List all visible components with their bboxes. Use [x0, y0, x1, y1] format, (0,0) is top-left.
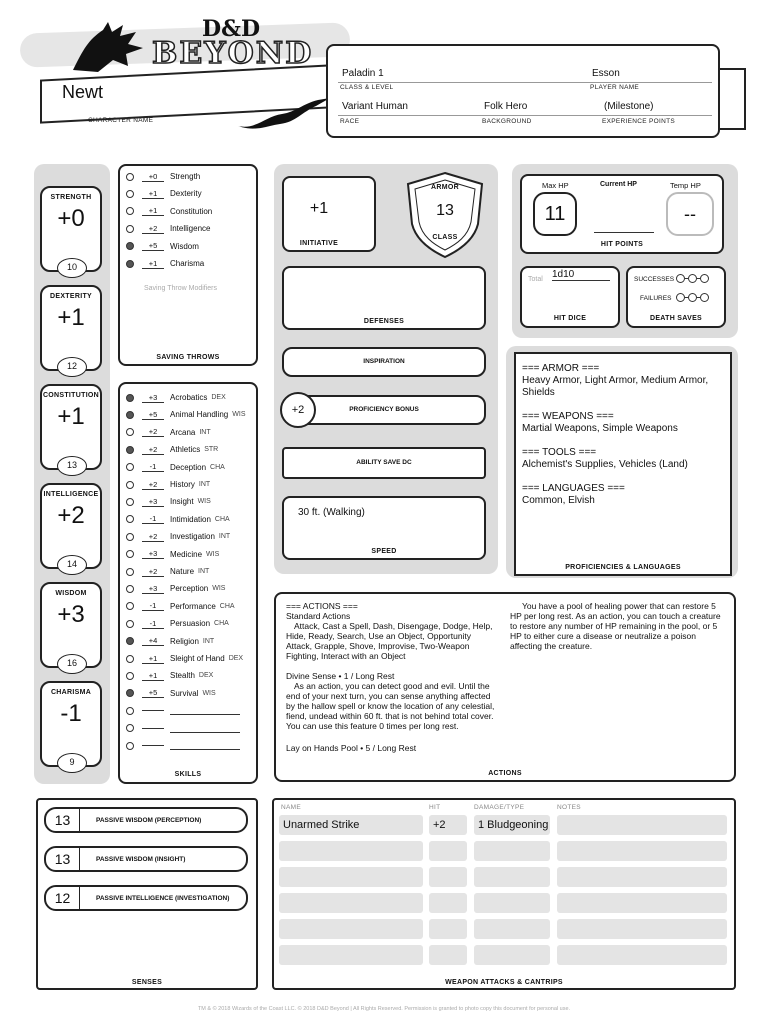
weapon-hit-cell[interactable]: [429, 867, 467, 887]
skill-stat: INT: [198, 481, 211, 488]
proficiency-checkbox[interactable]: [126, 585, 134, 593]
ability-score[interactable]: 13: [57, 456, 87, 476]
saving-throw-value: +2: [142, 224, 164, 234]
proficiency-checkbox[interactable]: [126, 190, 134, 198]
class-label: CLASS: [432, 234, 458, 241]
skill-persuasion[interactable]: [126, 615, 229, 632]
skill-value: +2: [142, 480, 164, 490]
success-check-3[interactable]: [700, 274, 709, 283]
ability-name: INTELLIGENCE: [43, 491, 99, 498]
skill-value: +2: [142, 445, 164, 455]
ability-modifier[interactable]: +0: [57, 205, 85, 232]
weapon-notes-cell[interactable]: [557, 841, 727, 861]
skill-value: +5: [142, 688, 164, 698]
tools-heading: === TOOLS ===: [522, 447, 597, 458]
saving-throw-name: Charisma: [170, 259, 205, 268]
skill-value: [142, 745, 164, 746]
skill-name-blank[interactable]: [170, 741, 240, 750]
skill-stat: CHA: [214, 515, 230, 523]
skill-value: +1: [142, 654, 164, 664]
weapon-hit-cell[interactable]: +2: [429, 815, 467, 835]
proficiencies-title: PROFICIENCIES & LANGUAGES: [565, 564, 681, 571]
skill-value: -1: [142, 619, 164, 629]
ability-constitution: [40, 384, 102, 470]
dragon-icon: [68, 20, 148, 78]
weapon-hit-cell[interactable]: [429, 919, 467, 939]
hit-points-title: HIT POINTS: [600, 241, 644, 248]
proficiency-bonus-value: +2: [291, 404, 305, 416]
proficiency-checkbox[interactable]: [126, 225, 134, 233]
initiative-label: INITIATIVE: [299, 240, 339, 247]
skill-stat: CHA: [219, 602, 235, 610]
passive-sense-label: PASSIVE INTELLIGENCE (INVESTIGATION): [96, 894, 230, 902]
saving-throw-modifiers-label: Saving Throw Modifiers: [144, 285, 218, 292]
skill-name: Nature: [170, 567, 195, 576]
skill-blank-18[interactable]: [126, 702, 240, 719]
player-name[interactable]: Esson: [592, 68, 620, 79]
skill-stat: WIS: [202, 689, 216, 697]
skill-name: Survival: [170, 688, 199, 698]
skill-name: Stealth: [170, 671, 195, 681]
passive-sense-value: 12: [46, 887, 80, 909]
ability-score[interactable]: 10: [57, 258, 87, 278]
saving-throw-name: Intelligence: [170, 224, 211, 234]
proficiencies-content: [522, 363, 726, 507]
saving-throw-name: Wisdom: [170, 241, 199, 251]
skill-name: Insight: [170, 497, 194, 507]
skill-religion[interactable]: [126, 633, 214, 650]
death-saves-label: DEATH SAVES: [649, 315, 703, 322]
skill-value: -1: [142, 462, 164, 472]
skill-name: Arcana: [170, 427, 196, 437]
lay-on-hands-text: You have a pool of healing power that can restore 5 HP per long rest. As an action, you can touch a creature to restore any number of HP remaining in the pool, or 5 HP to either cure a disease or neutralize a poison affecting the creature.: [510, 601, 721, 651]
armor-class-value[interactable]: 13: [436, 202, 454, 219]
skill-stat: CHA: [210, 463, 225, 471]
saving-throw-name: Strength: [170, 172, 201, 181]
passive-sense-value: 13: [46, 848, 80, 870]
player-name-label: PLAYER NAME: [590, 84, 640, 91]
skill-athletics[interactable]: [126, 441, 218, 458]
saving-throw-value: +1: [142, 259, 164, 269]
ability-strength: [40, 186, 102, 272]
saving-throw-value: +0: [142, 172, 164, 182]
senses-title: SENSES: [131, 979, 163, 986]
character-name-label: CHARACTER NAME: [88, 117, 154, 124]
skill-value: +5: [142, 410, 164, 420]
proficiency-checkbox[interactable]: [126, 446, 134, 454]
skill-stat: CHA: [214, 620, 229, 628]
weapon-col-damage: DAMAGE/TYPE: [474, 804, 525, 811]
weapon-name-cell[interactable]: Unarmed Strike: [279, 815, 423, 835]
skill-acrobatics[interactable]: [126, 389, 226, 406]
skill-stat: STR: [204, 446, 219, 454]
ability-charisma: [40, 681, 102, 767]
speed-value[interactable]: 30 ft. (Walking): [298, 507, 365, 518]
success-check-1[interactable]: [676, 274, 685, 283]
actions-heading: === ACTIONS ===: [286, 601, 358, 611]
proficiency-checkbox[interactable]: [126, 515, 134, 523]
skill-name: Intimidation: [170, 514, 211, 524]
skill-sleight-of-hand[interactable]: [126, 650, 243, 667]
weapons-title: WEAPON ATTACKS & CANTRIPS: [445, 979, 563, 986]
saving-throw-value: +5: [142, 241, 164, 251]
weapon-col-hit: HIT: [429, 804, 441, 811]
skill-stat: DEX: [198, 672, 214, 680]
inspiration-box[interactable]: [282, 347, 486, 377]
weapon-name-cell[interactable]: [279, 841, 423, 861]
actions-left-column: [286, 601, 498, 753]
skill-value: +2: [142, 567, 164, 577]
skill-history[interactable]: [126, 476, 210, 493]
weapon-notes-cell[interactable]: [557, 945, 727, 965]
skill-insight[interactable]: [126, 493, 211, 510]
race-label: RACE: [340, 118, 360, 125]
weapon-damage-cell[interactable]: 1 Bludgeoning: [474, 815, 550, 835]
proficiency-checkbox[interactable]: [126, 463, 134, 471]
skill-name-blank[interactable]: [170, 724, 240, 733]
skill-nature[interactable]: [126, 563, 209, 580]
initiative-value[interactable]: +1: [309, 200, 329, 217]
ability-modifier[interactable]: +1: [57, 304, 85, 331]
armor-label: ARMOR: [431, 184, 459, 191]
failure-check-1[interactable]: [676, 293, 685, 302]
skill-name: Deception: [170, 462, 207, 472]
saving-throw-intelligence[interactable]: [126, 220, 210, 237]
experience-points[interactable]: (Milestone): [604, 101, 654, 112]
skill-value: +3: [142, 584, 164, 594]
footer-copyright: TM & © 2018 Wizards of the Coast LLC. © 2018 D&D Beyond | All Rights Reserved. Permission is granted to photo copy this document for personal use.: [197, 1006, 571, 1012]
skill-stat: INT: [198, 568, 210, 575]
saving-throw-value: +1: [142, 189, 164, 199]
proficiency-checkbox[interactable]: [126, 260, 134, 268]
proficiency-checkbox[interactable]: [126, 568, 134, 576]
skill-stat: INT: [218, 533, 231, 541]
languages: Common, Elvish: [522, 495, 595, 506]
weapon-col-name: NAME: [281, 804, 301, 811]
header: [0, 0, 768, 150]
character-name[interactable]: Newt: [62, 82, 104, 102]
skill-stat: INT: [199, 428, 211, 436]
ability-name: CHARISMA: [50, 689, 92, 696]
skill-stat: WIS: [212, 585, 226, 593]
weapon-notes-cell[interactable]: [557, 919, 727, 939]
skills-title: SKILLS: [174, 771, 202, 778]
skill-name: Sleight of Hand: [170, 654, 225, 663]
proficiency-checkbox[interactable]: [126, 689, 134, 697]
passive-sense-label: PASSIVE WISDOM (PERCEPTION): [96, 816, 202, 824]
weapon-name-cell[interactable]: [279, 867, 423, 887]
proficiency-checkbox[interactable]: [126, 620, 134, 628]
info-ribbon-right: [716, 68, 746, 130]
actions-title: ACTIONS: [488, 770, 522, 777]
ability-modifier[interactable]: +2: [57, 502, 85, 529]
saving-throw-name: Dexterity: [170, 189, 202, 199]
skill-performance[interactable]: [126, 598, 235, 615]
weapons-heading: === WEAPONS ===: [522, 411, 614, 422]
inspiration-label: INSPIRATION: [363, 358, 405, 365]
class-level-label: CLASS & LEVEL: [340, 84, 394, 91]
skill-stat: WIS: [232, 411, 246, 419]
weapon-name-cell[interactable]: [279, 893, 423, 913]
saving-throw-wisdom[interactable]: [126, 238, 199, 255]
race[interactable]: Variant Human: [342, 101, 408, 112]
skill-value: +4: [142, 636, 164, 646]
proficiency-checkbox[interactable]: [126, 394, 134, 402]
armor-heading: === ARMOR ===: [522, 363, 600, 374]
skill-name: Persuasion: [170, 619, 211, 629]
skill-survival[interactable]: [126, 685, 216, 702]
proficiency-checkbox[interactable]: [126, 481, 134, 489]
ability-score[interactable]: 14: [57, 555, 87, 575]
ability-modifier[interactable]: +1: [57, 403, 85, 430]
skill-value: -1: [142, 601, 164, 611]
current-hp-input[interactable]: [594, 232, 654, 233]
success-check-2[interactable]: [688, 274, 697, 283]
proficiency-bonus-circle: [280, 392, 316, 428]
ability-save-dc-box: [282, 447, 486, 479]
skill-value: +3: [142, 497, 164, 507]
skill-medicine[interactable]: [126, 546, 219, 563]
weapon-damage-cell[interactable]: [474, 945, 550, 965]
hit-dice-total[interactable]: 1d10: [552, 269, 610, 281]
ability-save-dc-label: ABILITY SAVE DC: [356, 459, 412, 466]
background-label: BACKGROUND: [482, 118, 532, 125]
proficiency-checkbox[interactable]: [126, 173, 134, 181]
skill-value: +1: [142, 671, 164, 681]
failures-label: FAILURES: [640, 295, 672, 302]
background[interactable]: Folk Hero: [484, 101, 528, 112]
ability-name: DEXTERITY: [50, 293, 92, 300]
ability-score[interactable]: 9: [57, 753, 87, 773]
info-divider-1: [338, 82, 712, 83]
divine-sense-text: As an action, you can detect good and evil. Until the end of your next turn, you can sense anything affected by the hallow spell or know the location of any celestial, fiend, undead within 60 ft. that is not behind total cover. You can use this feature 0 times per long rest.: [286, 681, 495, 731]
proficiency-checkbox[interactable]: [126, 655, 134, 663]
weapon-name-cell[interactable]: [279, 919, 423, 939]
weapon-proficiencies: Martial Weapons, Simple Weapons: [522, 423, 678, 434]
proficiency-checkbox[interactable]: [126, 533, 134, 541]
skill-intimidation[interactable]: [126, 511, 230, 528]
skill-name: History: [170, 480, 195, 489]
lay-on-hands-title: Lay on Hands Pool • 5 / Long Rest: [286, 743, 417, 753]
death-save-success-checks[interactable]: [676, 274, 709, 283]
weapon-hit-cell[interactable]: [429, 841, 467, 861]
skill-name: Athletics: [170, 445, 201, 455]
max-hp-circle: [533, 192, 577, 236]
passive-sense-value: 13: [46, 809, 80, 831]
skill-value: +2: [142, 532, 164, 542]
proficiency-checkbox[interactable]: [126, 428, 134, 436]
skill-stat: WIS: [206, 550, 220, 558]
weapon-notes-cell[interactable]: [557, 867, 727, 887]
proficiency-bonus-label: PROFICIENCY BONUS: [349, 406, 419, 413]
weapon-name-cell[interactable]: [279, 945, 423, 965]
skill-perception[interactable]: [126, 580, 225, 597]
weapon-damage-cell[interactable]: [474, 841, 550, 861]
skill-name-blank[interactable]: [170, 706, 240, 715]
proficiency-checkbox[interactable]: [126, 207, 134, 215]
info-divider-2: [338, 115, 712, 116]
saving-throw-name: Constitution: [170, 206, 213, 216]
logo-beyond: BEYOND: [152, 36, 314, 71]
skill-stat: DEX: [228, 655, 244, 662]
passive-sense-label: PASSIVE WISDOM (INSIGHT): [96, 855, 186, 863]
current-hp-label: Current HP: [600, 181, 637, 188]
standard-actions-list: Attack, Cast a Spell, Dash, Disengage, Dodge, Help, Hide, Ready, Search, Use an Object, Opportunity Attack, Grapple, Shove, Improvise, Two-Weapon Fighting, Interact with an Object: [286, 621, 493, 661]
weapon-notes-cell[interactable]: [557, 893, 727, 913]
skill-name: Animal Handling: [170, 410, 229, 420]
skill-investigation[interactable]: [126, 528, 230, 545]
divine-sense-title: Divine Sense • 1 / Long Rest: [286, 671, 395, 681]
ability-name: WISDOM: [55, 590, 87, 597]
skill-stat: WIS: [197, 498, 211, 506]
experience-points-label: EXPERIENCE POINTS: [602, 118, 676, 125]
ability-wisdom: [40, 582, 102, 668]
dragon-tail-icon: [236, 96, 332, 132]
ability-modifier[interactable]: +3: [57, 601, 85, 628]
speed-label: SPEED: [371, 548, 397, 555]
weapon-damage-cell[interactable]: [474, 919, 550, 939]
proficiency-checkbox[interactable]: [126, 724, 134, 732]
skill-blank-19[interactable]: [126, 720, 240, 737]
saving-throws-title: SAVING THROWS: [156, 354, 220, 361]
saving-throw-constitution[interactable]: [126, 203, 212, 220]
proficiency-checkbox[interactable]: [126, 602, 134, 610]
weapon-hit-cell[interactable]: [429, 945, 467, 965]
skill-value: +2: [142, 427, 164, 437]
hit-dice-total-label: Total: [528, 276, 543, 283]
saving-throw-value: +1: [142, 206, 164, 216]
failure-check-2[interactable]: [688, 293, 697, 302]
actions-right-column: [510, 601, 726, 651]
skill-name: Acrobatics: [170, 393, 208, 402]
proficiency-checkbox[interactable]: [126, 498, 134, 506]
skill-deception[interactable]: [126, 459, 225, 476]
ability-score[interactable]: 16: [57, 654, 87, 674]
tool-proficiencies: Alchemist's Supplies, Vehicles (Land): [522, 459, 688, 470]
saving-throw-strength[interactable]: [126, 168, 200, 185]
weapon-damage-cell[interactable]: [474, 893, 550, 913]
temp-hp-value[interactable]: --: [684, 204, 696, 224]
proficiency-checkbox[interactable]: [126, 707, 134, 715]
skill-stealth[interactable]: [126, 667, 213, 684]
armor-proficiencies: Heavy Armor, Light Armor, Medium Armor, Shields: [522, 375, 709, 398]
max-hp-value[interactable]: 11: [544, 203, 566, 225]
skill-value: [142, 728, 164, 729]
skill-value: [142, 710, 164, 711]
weapon-col-notes: NOTES: [557, 804, 581, 811]
failure-check-3[interactable]: [700, 293, 709, 302]
ability-name: STRENGTH: [50, 194, 92, 201]
languages-heading: === LANGUAGES ===: [522, 483, 625, 494]
hit-dice-label: HIT DICE: [553, 315, 587, 322]
class-level[interactable]: Paladin 1: [342, 68, 384, 79]
proficiency-checkbox[interactable]: [126, 742, 134, 750]
skill-value: -1: [142, 514, 164, 524]
skill-blank-20[interactable]: [126, 737, 240, 754]
skill-animal-handling[interactable]: [126, 406, 246, 423]
proficiency-checkbox[interactable]: [126, 672, 134, 680]
max-hp-label: Max HP: [542, 181, 569, 190]
skill-value: +3: [142, 549, 164, 559]
skill-name: Investigation: [170, 532, 215, 542]
ability-score[interactable]: 12: [57, 357, 87, 377]
death-save-failure-checks[interactable]: [676, 293, 709, 302]
passive-sense: [44, 807, 248, 833]
ability-modifier[interactable]: -1: [60, 700, 82, 727]
standard-actions-title: Standard Actions: [286, 611, 351, 621]
skill-name: Medicine: [170, 549, 203, 559]
saving-throw-dexterity[interactable]: [126, 185, 202, 202]
temp-hp-label: Temp HP: [670, 181, 701, 190]
skill-stat: DEX: [211, 394, 226, 401]
defenses-label: DEFENSES: [363, 318, 405, 325]
skill-name: Performance: [170, 601, 216, 611]
weapon-notes-cell[interactable]: [557, 815, 727, 835]
ability-name: CONSTITUTION: [42, 392, 100, 399]
proficiency-checkbox[interactable]: [126, 637, 134, 645]
passive-sense: [44, 885, 248, 911]
skill-stat: INT: [202, 637, 215, 645]
logo-dnd: D&D: [202, 16, 261, 42]
saving-throw-charisma[interactable]: [126, 255, 204, 272]
skill-arcana[interactable]: [126, 424, 211, 441]
weapon-damage-cell[interactable]: [474, 867, 550, 887]
temp-hp-circle: [666, 192, 714, 236]
successes-label: SUCCESSES: [634, 276, 675, 283]
ability-intelligence: [40, 483, 102, 569]
skill-name: Perception: [170, 584, 209, 594]
skill-value: +3: [142, 393, 164, 403]
proficiency-checkbox[interactable]: [126, 242, 134, 250]
skill-name: Religion: [170, 636, 199, 646]
proficiency-checkbox[interactable]: [126, 550, 134, 558]
ability-dexterity: [40, 285, 102, 371]
passive-sense: [44, 846, 248, 872]
proficiency-checkbox[interactable]: [126, 411, 134, 419]
weapon-hit-cell[interactable]: [429, 893, 467, 913]
